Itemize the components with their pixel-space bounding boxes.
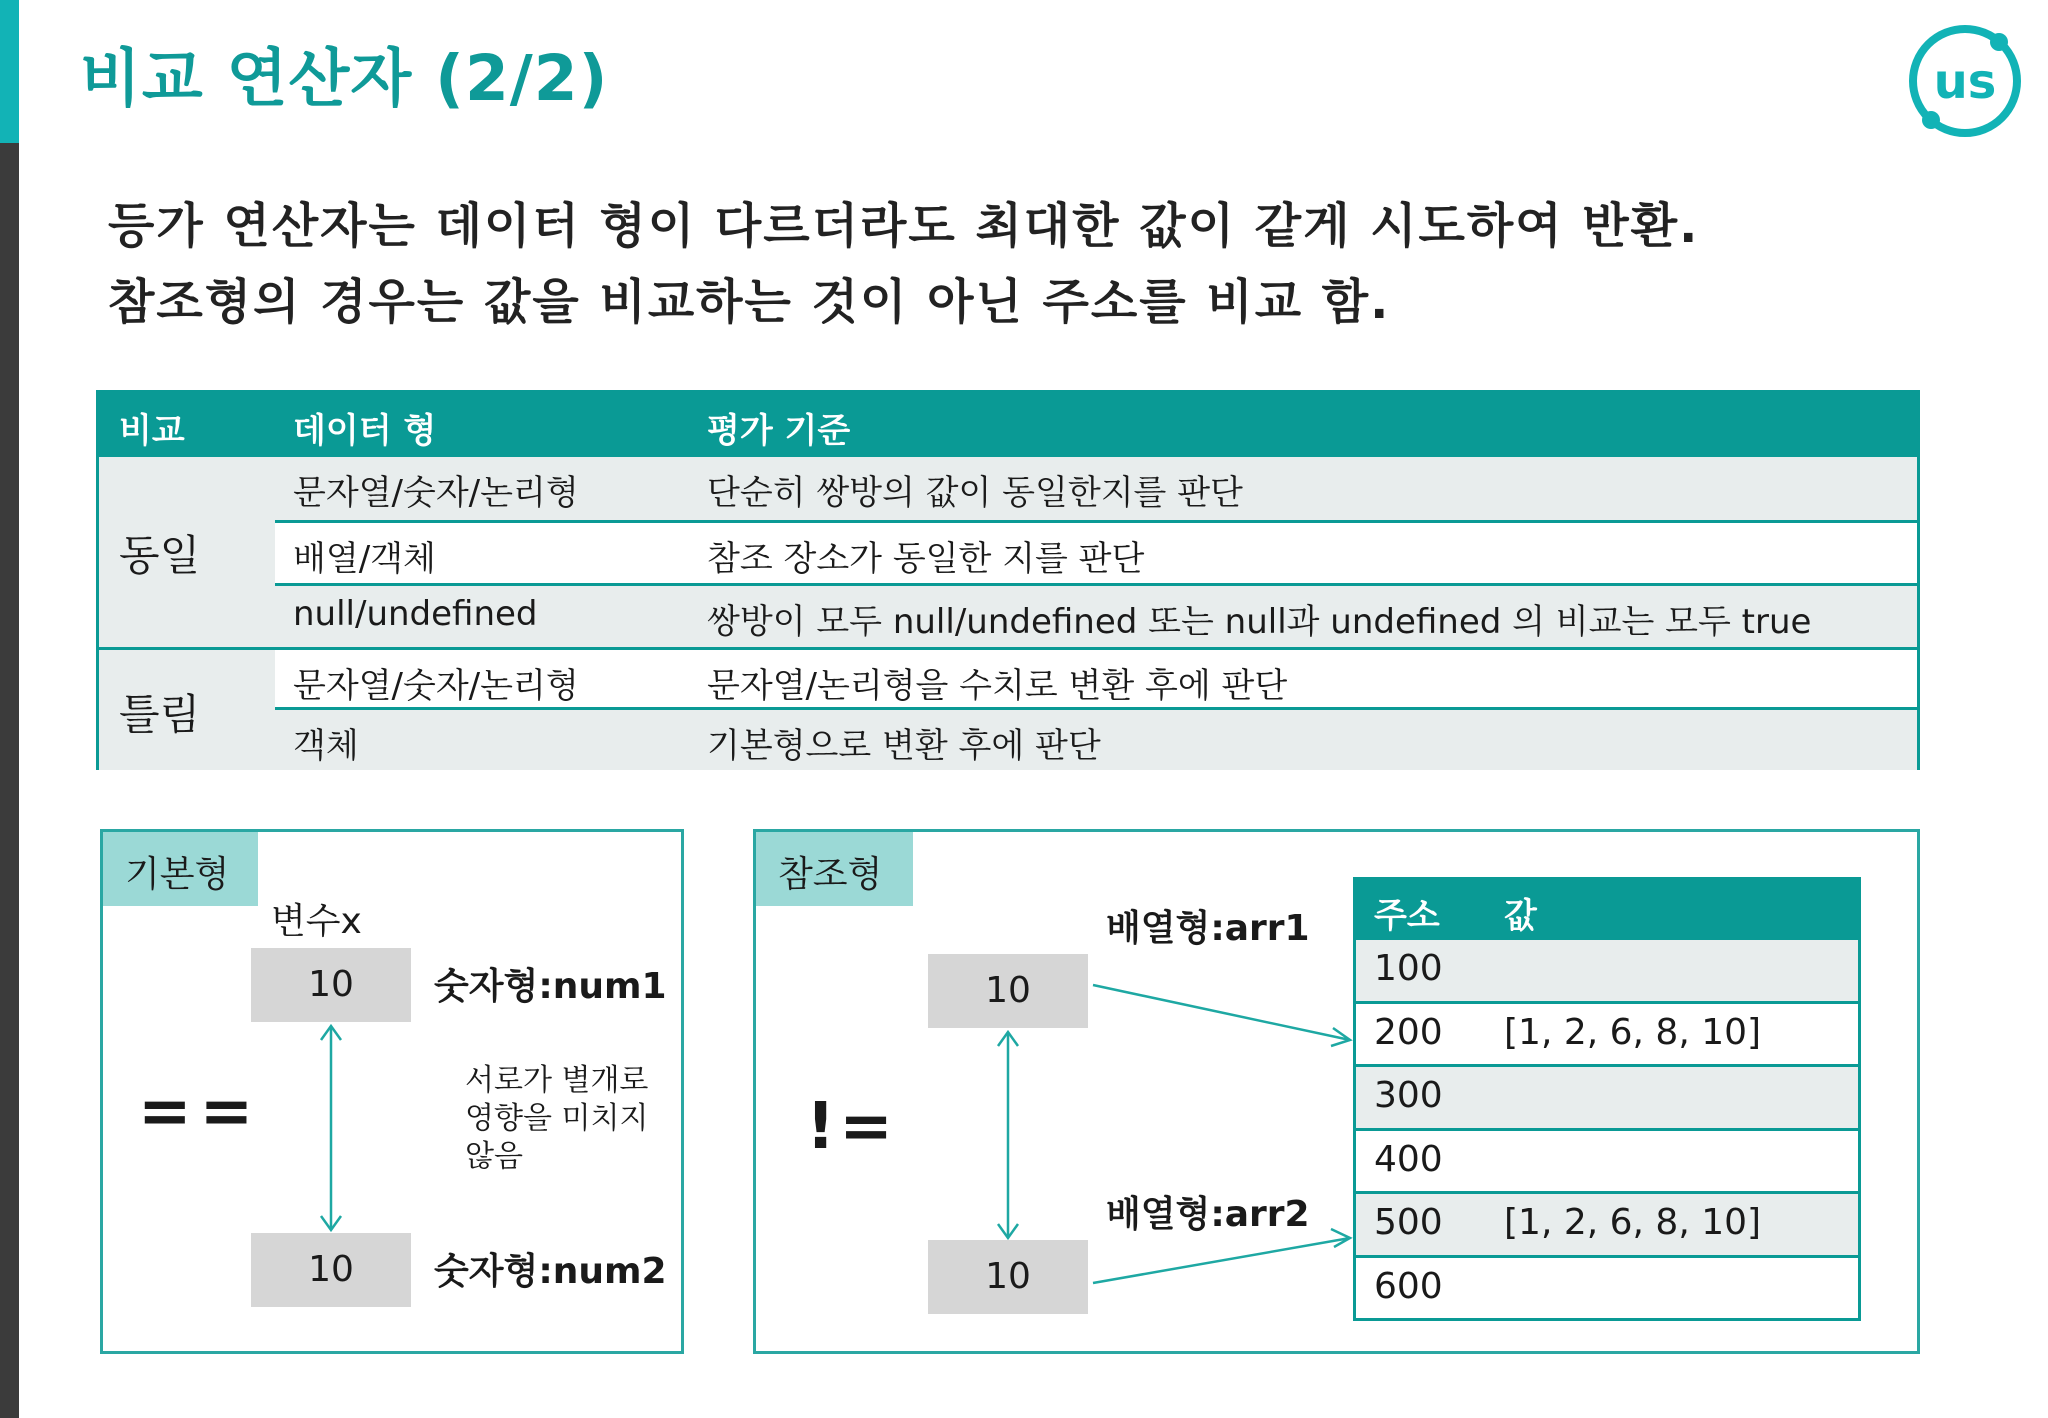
header-data-type: 데이터 형: [293, 411, 437, 451]
arr2-pointer-arrow: [1093, 1238, 1350, 1283]
note-line-3: 않음: [465, 1139, 523, 1174]
slide-title: 비교 연산자 (2/2): [80, 42, 609, 115]
header-address: 주소: [1374, 896, 1440, 936]
address-cell: 300: [1374, 1075, 1443, 1116]
num1-name: 숫자형:num1: [434, 966, 667, 1007]
num1-value-box: 10: [251, 948, 411, 1022]
group-label: 틀림: [119, 690, 201, 739]
equal-operator: ==: [138, 1075, 262, 1149]
address-cell: 600: [1374, 1266, 1443, 1307]
arr2-name: 배열형:arr2: [1106, 1194, 1310, 1235]
header-criteria: 평가 기준: [707, 411, 851, 451]
cell-rule: 단순히 쌍방의 값이 동일한지를 판단: [707, 473, 1243, 513]
cell-type: null/undefined: [293, 594, 538, 634]
address-cell: 100: [1374, 948, 1443, 989]
arr1-pointer-arrow: [1093, 985, 1350, 1040]
value-cell: [1, 2, 6, 8, 10]: [1504, 1202, 1762, 1243]
logo-text: us: [1933, 54, 1997, 110]
subtitle-line-2: 참조형의 경우는 값을 비교하는 것이 아닌 주소를 비교 함.: [108, 274, 1391, 330]
cell-type: 객체: [293, 726, 359, 766]
header-value: 값: [1504, 896, 1537, 936]
group-label: 동일: [119, 531, 201, 580]
note-line-1: 서로가 별개로: [465, 1063, 649, 1098]
reference-label-text: 참조형: [778, 854, 883, 895]
variable-label: 변수x: [271, 901, 362, 942]
cell-type: 문자열/숫자/논리형: [293, 473, 579, 513]
address-cell: 400: [1374, 1139, 1443, 1180]
cell-rule: 기본형으로 변환 후에 판단: [707, 726, 1101, 766]
cell-rule: 쌍방이 모두 null/undefined 또는 null과 undefined 의 비교는 모두 true: [707, 602, 1812, 642]
cell-rule: 참조 장소가 동일한 지를 판단: [707, 539, 1145, 579]
cell-type: 문자열/숫자/논리형: [293, 666, 579, 706]
cell-type: 배열/객체: [293, 539, 436, 579]
arr1-name: 배열형:arr1: [1106, 908, 1310, 949]
not-equal-operator: !=: [806, 1090, 897, 1164]
cell-rule: 문자열/논리형을 수치로 변환 후에 판단: [707, 666, 1288, 706]
primitive-label-text: 기본형: [125, 854, 230, 895]
num2-value-box: 10: [251, 1233, 411, 1307]
arr2-value-box: 10: [928, 1240, 1088, 1314]
arr1-value-box: 10: [928, 954, 1088, 1028]
note-line-2: 영향을 미치지: [465, 1101, 649, 1136]
subtitle-line-1: 등가 연산자는 데이터 형이 다르더라도 최대한 값이 같게 시도하여 반환.: [108, 198, 1700, 254]
value-cell: [1, 2, 6, 8, 10]: [1504, 1012, 1762, 1053]
arrowhead-right-icon: [1331, 1229, 1350, 1247]
address-cell: 500: [1374, 1202, 1443, 1243]
header-compare: 비교: [119, 411, 185, 451]
num2-name: 숫자형:num2: [434, 1251, 667, 1292]
address-cell: 200: [1374, 1012, 1443, 1053]
